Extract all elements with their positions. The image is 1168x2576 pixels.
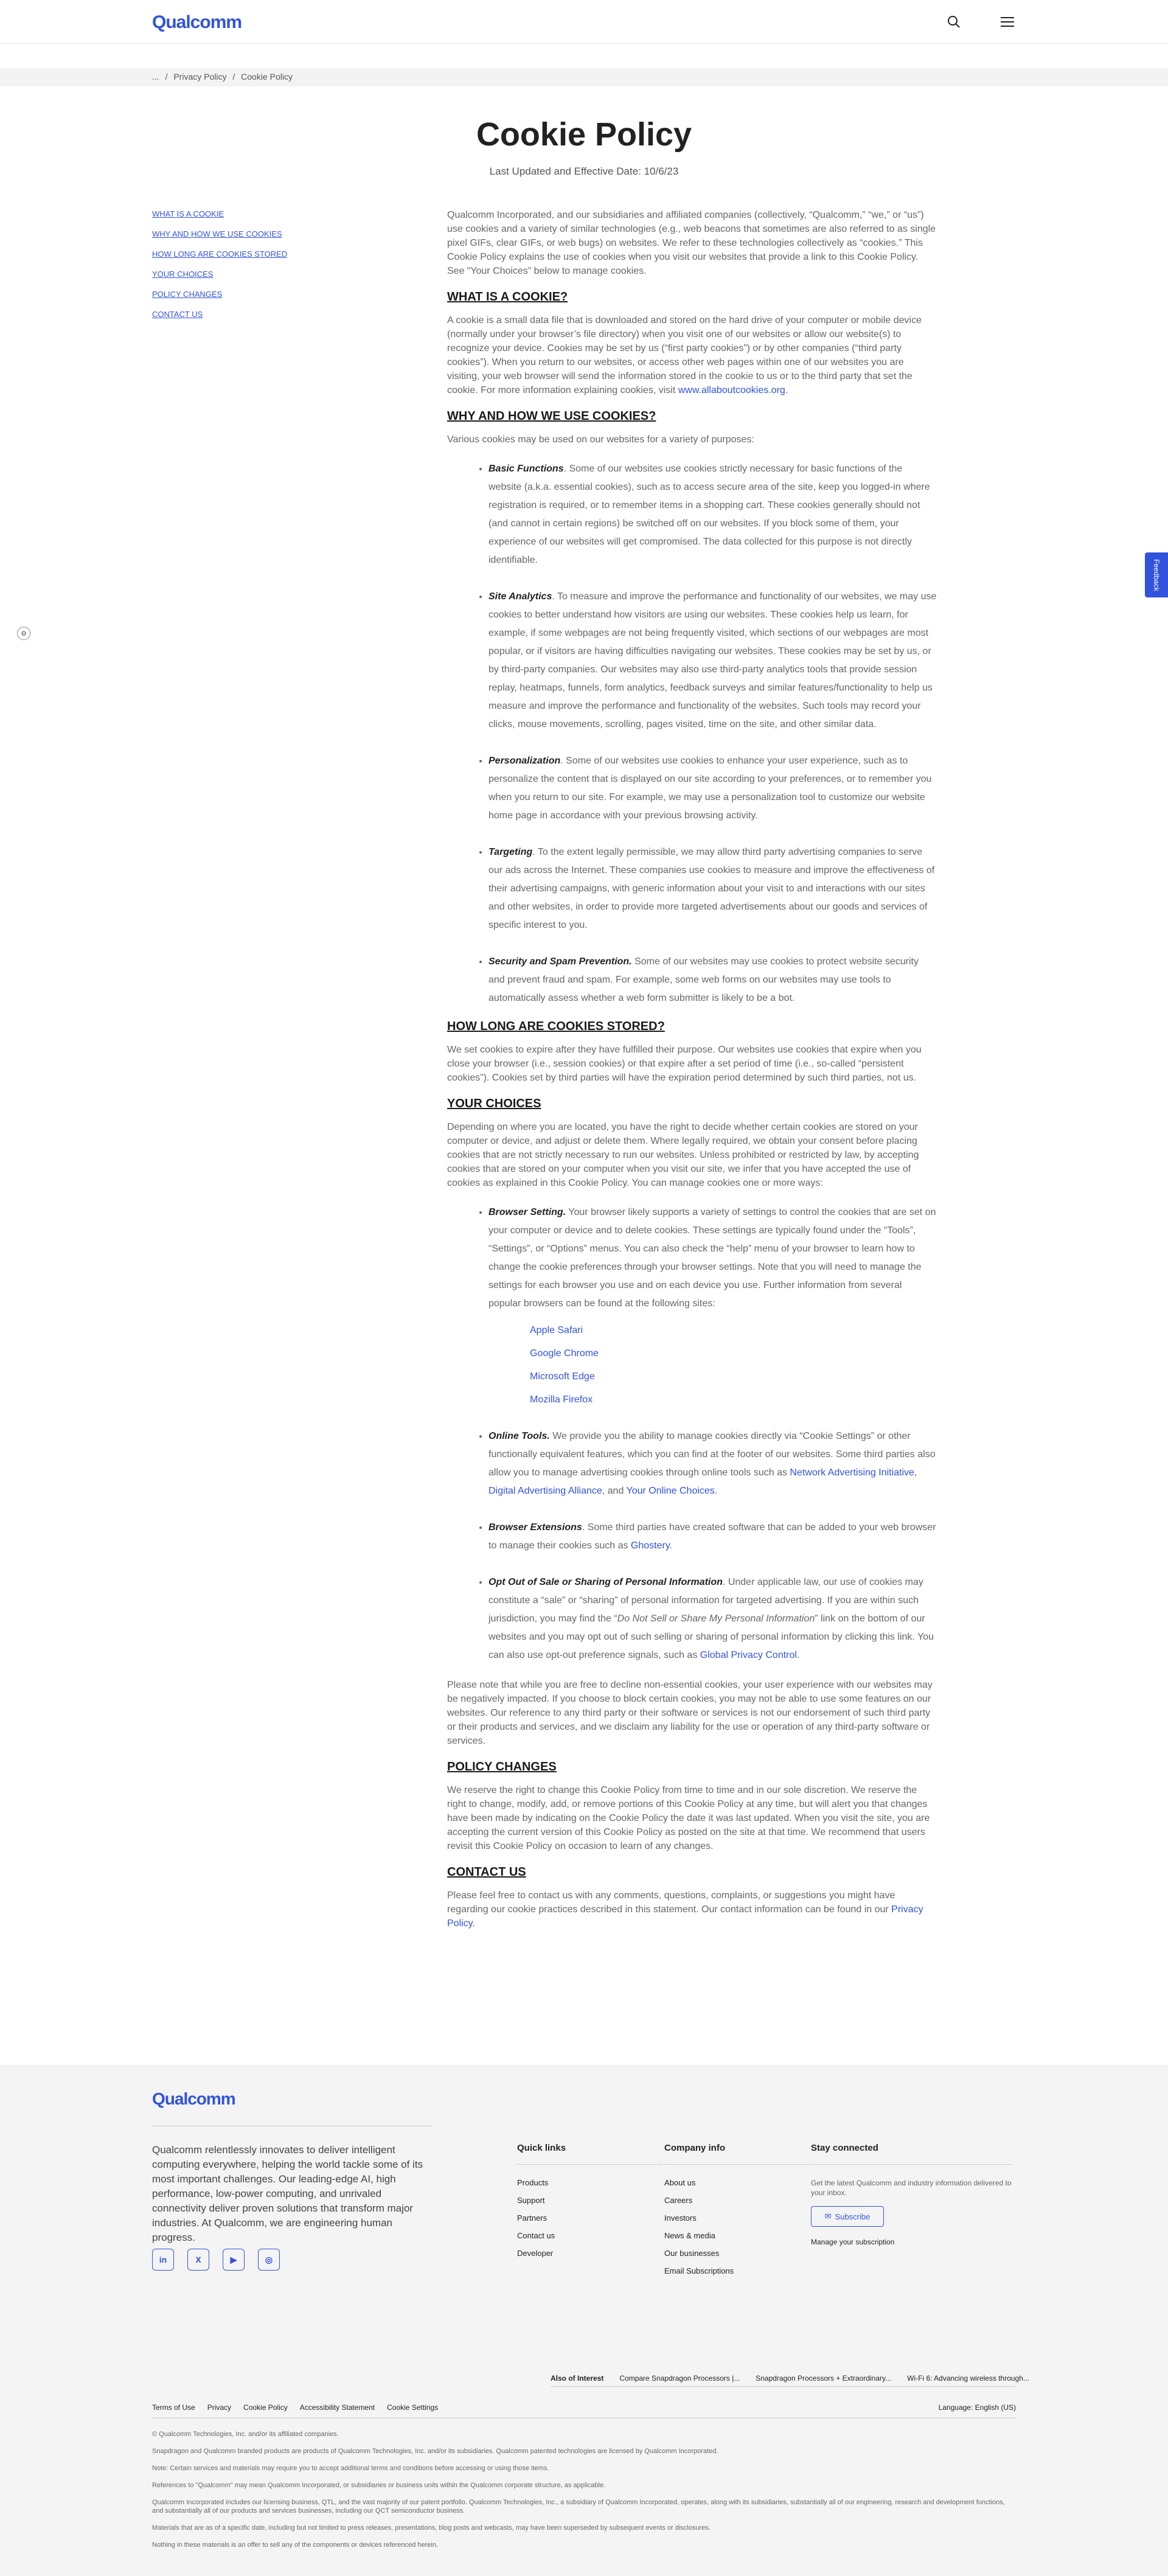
item-text: . Under applicable law, our use of cookies may constitute a “sale” or “sharing” of personal information for targeted advertising. If you are within such jurisdiction, you may find the “ [488, 1577, 923, 1624]
header-icons [945, 13, 1016, 30]
stay-connected-column [811, 2143, 1012, 2255]
company-info-heading: Company info [664, 2143, 725, 2153]
list-item [530, 1345, 937, 1363]
contact-paragraph [447, 1888, 937, 1930]
privacy-policy-link[interactable]: Privacy Policy [447, 1904, 923, 1929]
effective-date: Last Updated and Effective Date: 10/6/23 [489, 165, 679, 177]
item-title: Online Tools. [488, 1431, 550, 1441]
legal-line: Materials that are as of a specific date, including but not limited to press releases, presentations, blog posts and webcasts, may have been superseded by subsequent events or disclosures. [152, 2524, 711, 2532]
accessibility-icon[interactable]: ⚙ [17, 627, 30, 640]
toc-policy-changes[interactable]: POLICY CHANGES [152, 290, 223, 299]
subscribe-button[interactable] [811, 2206, 884, 2227]
toc-what-is-a-cookie[interactable]: WHAT IS A COOKIE [152, 209, 224, 218]
x-icon[interactable]: X [187, 2249, 209, 2271]
footer-tagline: Qualcomm relentlessly innovates to deliver intelligent computing everywhere, helping the world tackle some of its most important challenges. Our leading-edge AI, high performance, low-power computing, and unrivaled connectivity deliver proven solutions that transform major industries. At Qualcomm, we are engineering human progress. [152, 2144, 423, 2243]
list-item [530, 1368, 937, 1386]
mozilla-firefox-link[interactable]: Mozilla Firefox [530, 1394, 593, 1405]
also-of-interest-label: Also of Interest [551, 2374, 604, 2383]
quick-links-column [517, 2143, 663, 2266]
cookie-policy-link[interactable]: Cookie Policy [243, 2403, 288, 2412]
breadcrumb-separator: / [232, 72, 235, 82]
legal-line: References to "Qualcomm" may mean Qualcomm Incorporated, or subsidiaries or business units within the Qualcomm corporate structure, as applicable. [152, 2482, 606, 2489]
stay-connected-text: Get the latest Qualcomm and industry information delivered to your inbox. [811, 2179, 1012, 2197]
aoi-link-compare[interactable]: Compare Snapdragon Processors |... [619, 2374, 740, 2383]
about-us-link[interactable]: About us [664, 2178, 696, 2187]
choices-note-paragraph: Please note that while you are free to decline non-essential cookies, your user experience with our websites may be negatively impacted. If you choose to block certain cookies, you may not be able to use some features on our websites. Our reference to any third party or their software or services is not our endorsement of such third party or their products and services, and we disclaim any liability for the use or operation of any third-party software or services. [447, 1680, 933, 1746]
list-item [488, 460, 937, 569]
item-title: Browser Setting. [488, 1207, 566, 1217]
accessibility-statement-link[interactable]: Accessibility Statement [299, 2403, 375, 2412]
qualcomm-logo[interactable]: Qualcomm [152, 12, 242, 32]
item-text: . Some of our websites use cookies to enhance your user experience, such as to personalize the content that is displayed on our site according to your preferences, or to remember you when you return to our site. For example, we may use a personalization tool to customize our website home page in accordance with your previous browsing activity. [488, 756, 932, 821]
item-end: . [796, 1650, 800, 1660]
toc-why-and-how[interactable]: WHY AND HOW WE USE COOKIES [152, 229, 282, 238]
stay-connected-heading: Stay connected [811, 2143, 878, 2153]
products-link[interactable]: Products [517, 2178, 549, 2187]
list-item [488, 1519, 937, 1555]
how-long-paragraph: We set cookies to expire after they have fulfilled their purpose. Our websites use cookies that expire when you close your browser (i.e., session cookies) or that expire after a set period of time (i.e., so-called “persistent cookies”). Cookies set by third parties will have the expiration period determined by such third parties, not us. [447, 1045, 922, 1083]
purpose-list [447, 460, 937, 1008]
separator: , [914, 1467, 917, 1478]
page-title: Cookie Policy [476, 116, 692, 153]
contact-end: . [472, 1918, 475, 1929]
manage-subscription-link[interactable]: Manage your subscription [811, 2238, 895, 2246]
item-text: . To measure and improve the performance and functionality of our websites, we may use cookies to better understand how visitors are using our websites. These cookies help us learn, for example, if some webpages are not being frequently visited, which sections of our webpages are most popular, or if visitors are having difficulties navigating our websites. These cookies may be set by us, or by third-party companies. Our websites may also use third-party analytics tools that provide session replay, heatmaps, funnels, form analytics, feedback surveys and similar features/functionality to help us measure and improve the performance and functionality of the websites. Such tools may record your clicks, mouse movements, scrolling, pages visited, time on the site, and other similar data. [488, 591, 937, 729]
footer-logo[interactable]: Qualcomm [152, 2089, 235, 2108]
item-title: Opt Out of Sale or Sharing of Personal Information [488, 1577, 723, 1587]
column-divider [664, 2164, 810, 2165]
what-text: A cookie is a small data file that is downloaded and stored on the hard drive of your computer or mobile device (normally under your browser’s file directory) when you visit one of our websites or allow our website(s) to recognize your device. Cookies may be set by us (“first party cookies”) or by other companies (“third party cookies”). When you return to our websites, or access other web pages within one of our websites you are visiting, your web browser will send the information stored in the cookie to us or to the third party that set the cookie. For more information explaining cookies, visit [447, 315, 922, 395]
what-end: . [785, 385, 788, 395]
separator: , and [602, 1486, 627, 1496]
choices-list [447, 1203, 937, 1665]
intro-paragraph: Qualcomm Incorporated, and our subsidiaries and affiliated companies (collectively, “Qualcomm,” “we,” or “us”) use cookies and a variety of similar technologies (e.g., web beacons that sometimes are also referred to as single pixel GIFs, clear GIFs, or web bugs) on websites. We refer to these technologies collectively as “cookies.” This Cookie Policy explains the use of cookies when you visit our websites that provide a link to this Cookie Policy. See “Your Choices” below to manage cookies. [447, 210, 936, 276]
search-icon[interactable] [945, 13, 962, 30]
column-divider [517, 2164, 663, 2165]
item-text: . Some third parties have created software that can be added to your web browser to manage their cookies such as [488, 1522, 936, 1551]
policy-content [447, 208, 937, 1944]
list-item [488, 843, 937, 935]
item-end: . [669, 1540, 673, 1551]
cookie-settings-link[interactable]: Cookie Settings [387, 2403, 439, 2412]
list-item [488, 1573, 937, 1665]
breadcrumb-cookie-policy: Cookie Policy [241, 72, 293, 82]
company-info-column [664, 2143, 810, 2284]
list-item [530, 1391, 937, 1409]
ghostery-link[interactable]: Ghostery [630, 1540, 670, 1551]
item-title: Security and Spam Prevention. [488, 956, 632, 967]
list-item [488, 953, 937, 1008]
breadcrumb [0, 68, 1168, 86]
instagram-icon[interactable]: ◎ [258, 2249, 280, 2271]
support-link[interactable]: Support [517, 2196, 545, 2205]
column-divider [811, 2164, 1012, 2165]
browser-sites-list [488, 1321, 937, 1409]
legal-text [152, 2430, 1016, 2558]
legal-line: Note: Certain services and materials may require you to accept additional terms and conditions before accessing or using those items. [152, 2465, 549, 2472]
what-paragraph [447, 313, 937, 397]
site-footer [0, 2065, 1168, 2576]
aoi-link-snapdragon[interactable]: Snapdragon Processors + Extraordinary... [756, 2374, 892, 2383]
partners-link[interactable]: Partners [517, 2213, 548, 2223]
legal-line: Qualcomm Incorporated includes our licensing business, QTL, and the vast majority of our patent portfolio. Qualcomm Technologies, Inc., a subsidiary of Qualcomm Incorporated, operates, along with its subsidiaries, substantially all of our engineering, research and development functions, and substantially all of our products and services businesses, including our QCT semiconductor business. [152, 2499, 1005, 2515]
investors-link[interactable]: Investors [664, 2213, 697, 2223]
news-media-link[interactable]: News & media [664, 2231, 715, 2240]
do-not-sell-text: Do Not Sell or Share My Personal Information [617, 1613, 815, 1624]
table-of-contents [152, 209, 287, 330]
item-text: We provide you the ability to manage cookies directly via “Cookie Settings” or other functionally equivalent features, which you can find at the footer of our websites. Some third parties also allow you to manage advertising cookies through online tools such as [488, 1431, 936, 1478]
heading-what-is-a-cookie: WHAT IS A COOKIE? [447, 290, 568, 304]
microsoft-edge-link[interactable]: Microsoft Edge [530, 1371, 595, 1382]
toc-contact-us[interactable]: CONTACT US [152, 310, 203, 319]
menu-icon[interactable] [999, 13, 1016, 30]
item-title: Basic Functions [488, 464, 564, 474]
mail-icon: ✉ [824, 2212, 832, 2221]
list-item [530, 1321, 937, 1340]
toc-how-long[interactable]: HOW LONG ARE COOKIES STORED [152, 249, 288, 259]
list-item [488, 752, 937, 825]
heading-policy-changes: POLICY CHANGES [447, 1760, 557, 1774]
item-end: . [714, 1486, 718, 1496]
legal-line: Snapdragon and Qualcomm branded products are products of Qualcomm Technologies, Inc. and/or its subsidiaries. Qualcomm patented technologies are licensed by Qualcomm Incorporated. [152, 2448, 718, 2455]
heading-contact-us: CONTACT US [447, 1865, 526, 1879]
legal-line: Nothing in these materials is an offer to sell any of the components or devices referenced herein. [152, 2541, 439, 2549]
heading-how-long: HOW LONG ARE COOKIES STORED? [447, 1020, 665, 1033]
developer-link[interactable]: Developer [517, 2249, 554, 2258]
item-title: Site Analytics [488, 591, 552, 602]
breadcrumb-separator: / [165, 72, 168, 82]
our-businesses-link[interactable]: Our businesses [664, 2249, 720, 2258]
toc-your-choices[interactable]: YOUR CHOICES [152, 270, 214, 279]
footer-bottom-links [152, 2403, 438, 2412]
item-title: Targeting [488, 847, 533, 857]
social-links [152, 2249, 280, 2271]
item-text: . Some of our websites use cookies strictly necessary for basic functions of the website (a.k.a. essential cookies), such as to access secure area of the site, keep you logged-in where registration is required, or to remember items in a shopping cart. These cookies generally should not (and cannot in certain regions) be switched off on our websites. If you block some of them, your experience of our websites will get compromised. The data collected for this purpose is not directly identifiable. [488, 464, 930, 565]
terms-of-use-link[interactable]: Terms of Use [152, 2403, 195, 2412]
policy-changes-paragraph: We reserve the right to change this Cookie Policy from time to time and in our sole discretion. We reserve the right to change, modify, add, or remove portions of this Cookie Policy at any time, but will alert you that changes have been made by indicating on the Cookie Policy the date it was last updated. When you visit the site, you are accepting the current version of this Cookie Policy as posted on the site at that time. We recommend that users revisit this Cookie Policy on occasion to learn of any changes. [447, 1785, 930, 1851]
careers-link[interactable]: Careers [664, 2196, 693, 2205]
item-text: ” link on the bottom of our websites and you may opt out of such selling or sharing of personal information by clicking this link. You can also use opt-out preference signals, such as [488, 1613, 934, 1660]
heading-your-choices: YOUR CHOICES [447, 1097, 541, 1110]
youtube-icon[interactable]: ▶ [223, 2249, 245, 2271]
legal-line: © Qualcomm Technologies, Inc. and/or its affiliated companies. [152, 2431, 339, 2438]
privacy-link[interactable]: Privacy [207, 2403, 232, 2412]
aoi-link-wifi[interactable]: Wi-Fi 6: Advancing wireless through... [907, 2374, 1029, 2383]
breadcrumb-ellipsis[interactable]: ... [152, 72, 159, 82]
apple-safari-link[interactable]: Apple Safari [530, 1325, 583, 1335]
choices-paragraph: Depending on where you are located, you have the right to decide whether certain cookies are stored on your computer or device, and adjust or delete them. Where legally required, we obtain your consent before placing cookies that are not strictly necessary to run our websites. Unless prohibited or restricted by law, by accepting cookies that are stored on your computer when you visit our site, we infer that you have accepted the use of cookies as explained in this Cookie Policy. You can manage cookies one or more ways: [447, 1122, 919, 1188]
contact-text: Please feel free to contact us with any comments, questions, complaints, or suggestions you might have regarding our cookie practices described in this statement. Our contact information can be found in our [447, 1890, 895, 1915]
feedback-tab[interactable]: Feedback [1145, 552, 1168, 597]
list-item [488, 588, 937, 734]
language-selector[interactable]: Language: English (US) [938, 2403, 1016, 2412]
list-item [488, 1427, 937, 1500]
item-title: Browser Extensions [488, 1522, 582, 1533]
subscribe-label: Subscribe [835, 2212, 871, 2221]
aoi-divider [551, 2386, 1016, 2387]
also-of-interest [551, 2374, 1029, 2383]
heading-why-and-how: WHY AND HOW WE USE COOKIES? [447, 409, 656, 423]
your-online-choices-link[interactable]: Your Online Choices [626, 1486, 715, 1496]
daa-link[interactable]: Digital Advertising Alliance [488, 1486, 602, 1496]
google-chrome-link[interactable]: Google Chrome [530, 1348, 599, 1359]
breadcrumb-privacy-policy[interactable]: Privacy Policy [173, 72, 227, 82]
why-paragraph: Various cookies may be used on our websites for a variety of purposes: [447, 434, 754, 445]
nai-link[interactable]: Network Advertising Initiative [790, 1467, 914, 1478]
quick-links-heading: Quick links [517, 2143, 566, 2153]
email-subscriptions-link[interactable]: Email Subscriptions [664, 2266, 734, 2275]
item-title: Personalization [488, 756, 561, 766]
linkedin-icon[interactable]: in [152, 2249, 174, 2271]
item-text: Some of our websites may use cookies to protect website security and prevent fraud and spam. For example, some web forms on our websites may use tools to automatically assess whether a web form submitter is likely to be a bot. [488, 956, 919, 1003]
contact-us-link[interactable]: Contact us [517, 2231, 555, 2240]
item-text: . To the extent legally permissible, we may allow third party advertising companies to serve our ads across the Internet. These companies use cookies to measure and improve the effectiveness of their advertising campaigns, with generic information about your visit to and interactions with our sites and other websites, in order to provide more targeted advertisements about our goods and services of specific interest to you. [488, 847, 935, 930]
list-item [488, 1203, 937, 1409]
item-text: Your browser likely supports a variety of settings to control the cookies that are set on your computer or device and to delete cookies. These settings are typically found under the “Tools”, “Settings”, or “Options” menus. You can also check the “help” menu of your browser to learn how to change the cookie preferences through your browser settings. Note that you will need to manage the settings for each browser you use and on each device you use. Further information from several popular browsers can be found at the following sites: [488, 1207, 936, 1309]
site-header [0, 0, 1168, 44]
allaboutcookies-link[interactable]: www.allaboutcookies.org [678, 385, 785, 395]
global-privacy-control-link[interactable]: Global Privacy Control [700, 1650, 797, 1660]
